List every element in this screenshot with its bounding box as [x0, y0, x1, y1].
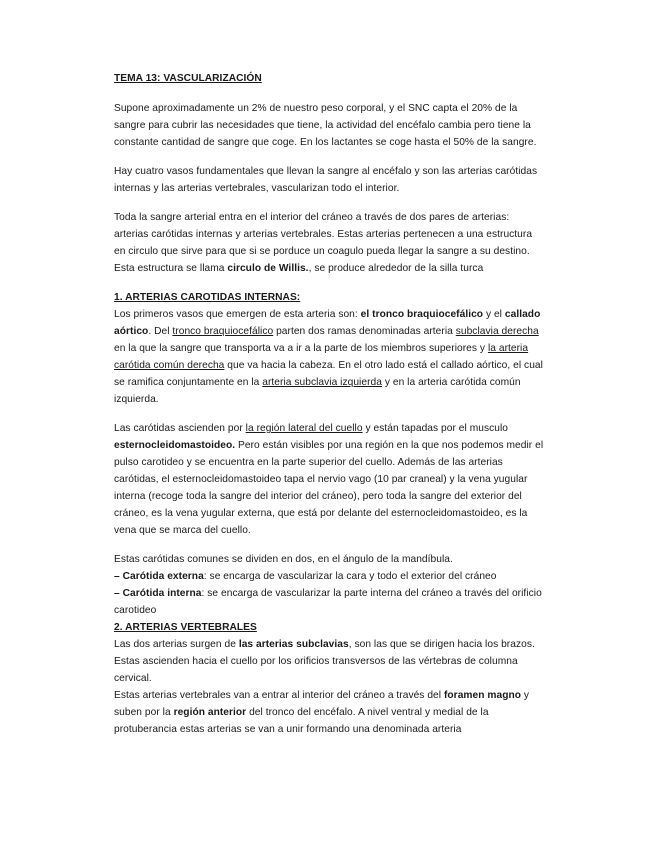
- bold-text: esternocleidomastoideo.: [114, 440, 236, 451]
- underlined-text: la región lateral del cuello: [245, 423, 363, 434]
- paragraph: [114, 163, 544, 197]
- bold-text: el tronco braquiocefálico: [360, 309, 484, 320]
- text-run: y suben por la: [114, 690, 530, 718]
- underlined-text: arteria subclavia izquierda: [262, 377, 382, 388]
- paragraph: [114, 100, 544, 151]
- bold-text: foramen magno: [443, 690, 522, 701]
- list-item: [114, 585, 544, 619]
- document-page: [114, 70, 544, 738]
- list-item: [114, 568, 544, 585]
- text-run: . Del: [148, 326, 173, 337]
- text-run: Las dos arterias surgen de: [114, 639, 239, 650]
- document-title: TEMA 13: VASCULARIZACIÓN: [114, 73, 262, 84]
- text-run: y en la arteria carótida común izquierda.: [114, 377, 521, 405]
- section-heading: 1. ARTERIAS CAROTIDAS INTERNAS:: [114, 292, 301, 303]
- text-run: en la que la sangre que transporta va a ir a la parte de los miembros superiores y: [114, 343, 488, 354]
- underlined-text: subclavia derecha: [455, 326, 539, 337]
- paragraph: [114, 209, 544, 277]
- underlined-text: la arteria carótida común derecha: [114, 343, 529, 371]
- text-run: y el: [483, 309, 505, 320]
- section-heading: 2. ARTERIAS VERTEBRALES: [114, 622, 257, 633]
- underlined-text: tronco braquiocefálico: [172, 326, 274, 337]
- bold-text: circulo de Willis.: [227, 263, 309, 274]
- bold-text: – Carótida externa: [114, 571, 204, 582]
- bold-text: – Carótida interna: [114, 588, 202, 599]
- text-run: , se produce alrededor de la silla turca: [308, 263, 484, 274]
- text-run: : se encarga de vascularizar la cara y todo el exterior del cráneo: [203, 571, 497, 582]
- text-run: parten dos ramas denominadas arteria: [273, 326, 456, 337]
- list-intro: Estas carótidas comunes se dividen en dos, en el ángulo de la mandíbula.: [114, 554, 453, 565]
- bold-text: las arterias subclavias: [238, 639, 349, 650]
- text-run: , son las que se dirigen hacia los brazos. Estas ascienden hacia el cuello por los orificios transversos de las vértebras de columna cervical.: [114, 639, 535, 684]
- text-run: del tronco del encéfalo. A nivel ventral y medial de la protuberancia estas arterias se van a unir formando una denominada arteria: [114, 707, 489, 735]
- paragraph: [114, 306, 544, 408]
- text-run: Pero están visibles por una región en la que nos podemos medir el pulso carotideo y se encuentra en la parte superior del cuello. Además de las arterias carótidas, el esternocleidomastoideo tapa el nervio vago (10 par craneal) y la vena yugular interna (recoge toda la sangre del interior del cráneo), pero toda la sangre del exterior del cráneo, es la vena yugular externa, que está por delante del esternocleidomastoideo, es la vena que se marca del cuello.: [114, 440, 544, 536]
- bold-text: región anterior: [173, 707, 247, 718]
- text-run: que va hacia la cabeza. En el otro lado está el callado aórtico, el cual se ramifica conjuntamente en la: [114, 360, 543, 388]
- text-run: Las carótidas ascienden por: [114, 423, 246, 434]
- paragraph: [114, 687, 544, 738]
- text-run: Los primeros vasos que emergen de esta arteria son:: [114, 309, 361, 320]
- text-run: Estas arterias vertebrales van a entrar al interior del cráneo a través del: [114, 690, 444, 701]
- bold-text: callado aórtico: [114, 309, 541, 337]
- text-run: : se encarga de vascularizar la parte interna del cráneo a través del orificio carotideo: [114, 588, 542, 616]
- text-run: Toda la sangre arterial entra en el interior del cráneo a través de dos pares de arterias: arterias carótidas internas y arterias vertebrales. Estas arterias pertenecen a una estructura en circulo que sirve para que si se porduce un coagulo pueda llegar la sangre a su destino. Esta estructura se llama: [114, 212, 533, 274]
- paragraph: [114, 420, 544, 539]
- text-run: Hay cuatro vasos fundamentales que llevan la sangre al encéfalo y son las arterias carótidas internas y las arterias vertebrales, vascularizan todo el interior.: [114, 166, 538, 194]
- text-run: y están tapadas por el musculo: [362, 423, 508, 434]
- paragraph: [114, 636, 544, 687]
- text-run: Supone aproximadamente un 2% de nuestro peso corporal, y el SNC capta el 20% de la sangre para cubrir las necesidades que tiene, la actividad del encéfalo cambia pero tiene la constante cantidad de sangre que coge. En los lactantes se coge hasta el 50% de la sangre.: [114, 103, 537, 148]
